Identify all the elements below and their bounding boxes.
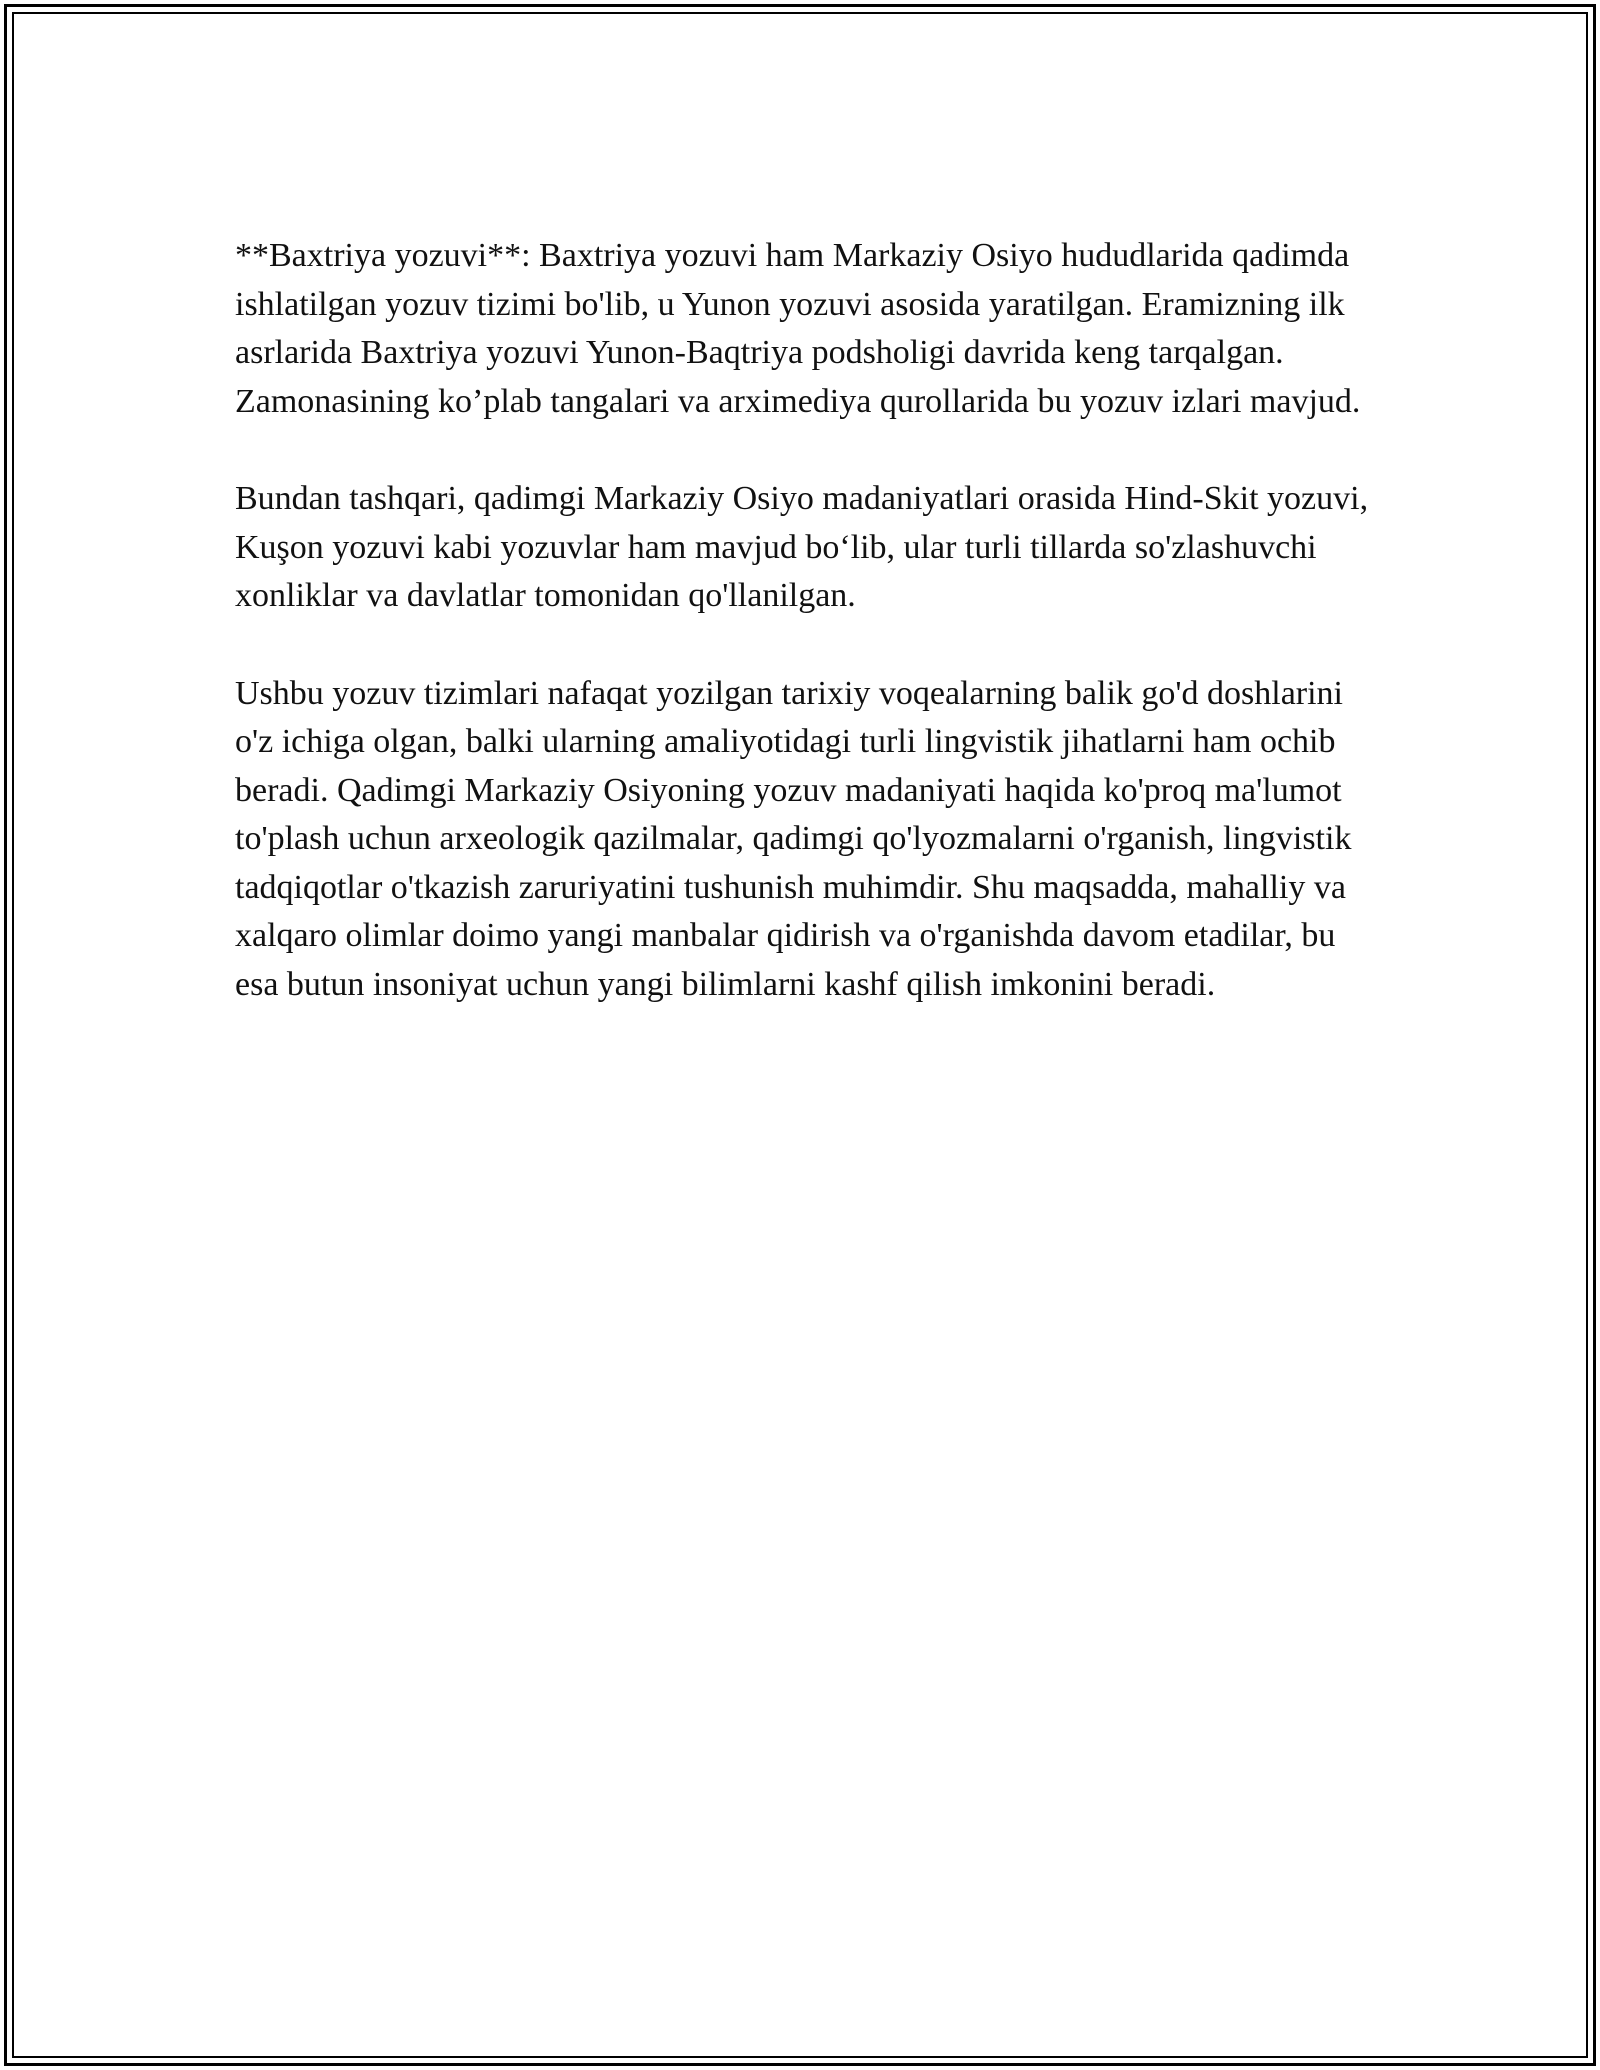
paragraph-baxtriya-script: **Baxtriya yozuvi**: Baxtriya yozuvi ham Markaziy Osiyo hududlarida qadimda ishlatilgan yozuv tizimi bo'lib, u Yunon yozuvi asosida yaratilgan. Eramizning ilk asrlarida Baxtriya yozuvi Yunon-Baqtriya podsholigi davrida keng tarqalgan. Zamonasining ko’plab tangalari va arximediya qurollarida bu yozuv izlari mavjud. bbox=[235, 237, 1361, 420]
document-body bbox=[235, 232, 1375, 1058]
paragraph-research-importance: Ushbu yozuv tizimlari nafaqat yozilgan tarixiy voqealarning balik go'd doshlarini o'z ichiga olgan, balki ularning amaliyotidagi turli lingvistik jihatlarni ham ochib beradi. Qadimgi Markaziy Osiyoning yozuv madaniyati haqida ko'proq ma'lumot to'plash uchun arxeologik qazilmalar, qadimgi qo'lyozmalarni o'rganish, lingvistik tadqiqotlar o'tkazish zaruriyatini tushunish muhimdir. Shu maqsadda, mahalliy va xalqaro olimlar doimo yangi manbalar qidirish va o'rganishda davom etadilar, bu esa butun insoniyat uchun yangi bilimlarni kashf qilish imkonini beradi. bbox=[235, 674, 1352, 1003]
paragraph-other-scripts: Bundan tashqari, qadimgi Markaziy Osiyo madaniyatlari orasida Hind-Skit yozuvi, Kuşon yozuvi kabi yozuvlar ham mavjud bo‘lib, ular turli tillarda so'zlashuvchi xonliklar va davlatlar tomonidan qo'llanilgan. bbox=[235, 480, 1369, 614]
